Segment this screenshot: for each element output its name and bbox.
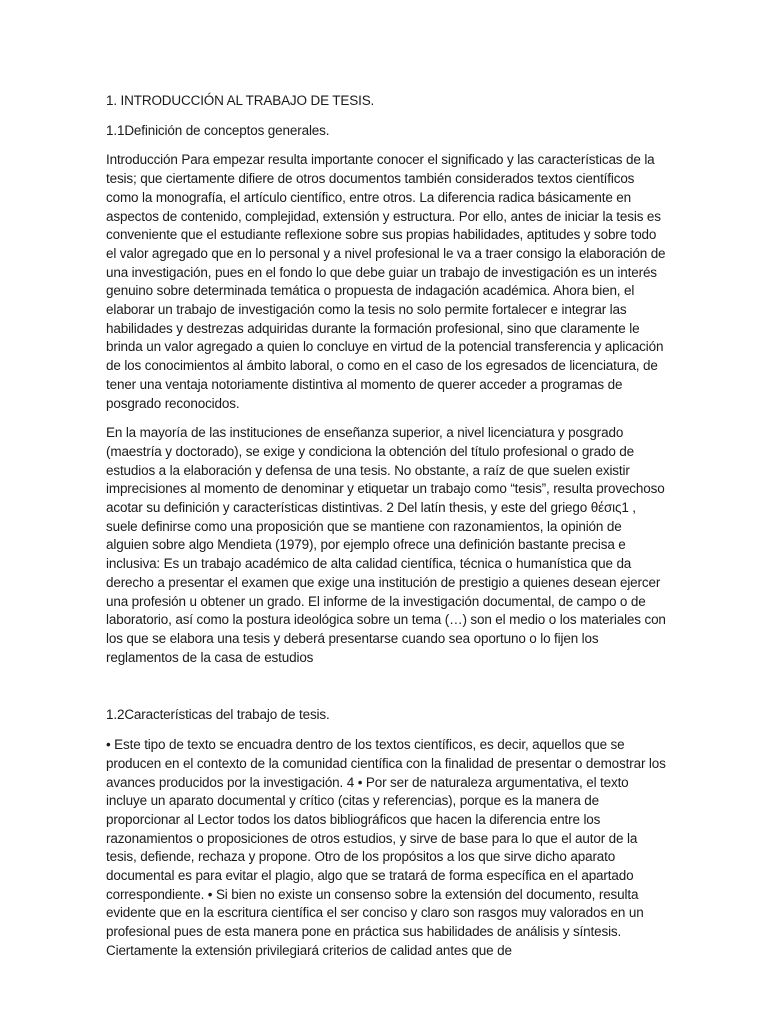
paragraph-introduccion: Introducción Para empezar resulta importante conocer el significado y las características de la tesis; que ciertamente difiere de otros documentos también considerados textos científicos como la monografía, el artículo científico, entre otros. La diferencia radica básicamente en aspectos de contenido, complejidad, extensión y estructura. Por ello, antes de iniciar la tesis es conveniente que el estudiante reflexione sobre sus propias habilidades, aptitudes y sobre todo el valor agregado que en lo personal y a nivel profesional le va a traer consigo la elaboración de una investigación, pues en el fondo lo que debe guiar un trabajo de investigación es un interés genuino sobre determinada temática o propuesta de indagación académica. Ahora bien, el elaborar un trabajo de investigación como la tesis no solo permite fortalecer e integrar las habilidades y destrezas adquiridas durante la formación profesional, sino que claramente le brinda un valor agregado a quien lo concluye en virtud de la potencial transferencia y aplicación de los conocimientos al ámbito laboral, o como en el caso de los egresados de licenciatura, de tener una ventaja notoriamente distintiva al momento de querer acceder a programas de posgrado reconocidos. <box>106 152 666 411</box>
section-heading-1-1: 1.1Definición de conceptos generales. <box>106 122 330 138</box>
section-spacer <box>106 678 666 706</box>
chapter-heading: 1. INTRODUCCIÓN AL TRABAJO DE TESIS. <box>106 93 375 108</box>
document-content <box>106 92 666 972</box>
section-heading-1-2: 1.2Características del trabajo de tesis. <box>106 707 330 723</box>
paragraph-definicion: En la mayoría de las instituciones de enseñanza superior, a nivel licenciatura y posgrado (maestría y doctorado), se exige y condiciona la obtención del título profesional o grado de estudios a la elaboración y defensa de una tesis. No obstante, a raíz de que suelen existir imprecisiones al momento de denominar y etiquetar un trabajo como “tesis”, resulta provechoso acotar su definición y características distintivas. 2 Del latín thesis, y este del griego θέσις1 , suele definirse como una proposición que se mantiene con razonamientos, la opinión de alguien sobre algo Mendieta (1979), por ejemplo ofrece una definición bastante precisa e inclusiva: Es un trabajo académico de alta calidad científica, técnica o humanística que da derecho a presentar el examen que exige una institución de prestigio a quienes desean ejercer una profesión u obtener un grado. El informe de la investigación documental, de campo o de laboratorio, así como la postura ideológica sobre un tema (…) son el medio o los materiales con los que se elabora una tesis y deberá presentarse cuando sea oportuno o lo fijen los reglamentos de la casa de estudios <box>106 425 666 665</box>
paragraph-caracteristicas: • Este tipo de texto se encuadra dentro de los textos científicos, es decir, aquellos que se producen en el contexto de la comunidad científica con la finalidad de presentar o demostrar los avances producidos por la investigación. 4 • Por ser de naturaleza argumentativa, el texto incluye un aparato documental y crítico (citas y referencias), porque es la manera de proporcionar al Lector todos los datos bibliográficos que hacen la diferencia entre los razonamientos o proposiciones de otros estudios, y sirve de base para lo que el autor de la tesis, defiende, rechaza y propone. Otro de los propósitos a los que sirve dicho aparato documental es para evitar el plagio, algo que se tratará de forma específica en el apartado correspondiente. • Si bien no existe un consenso sobre la extensión del documento, resulta evidente que en la escritura científica el ser conciso y claro son rasgos muy valorados en un profesional pues de esta manera pone en práctica sus habilidades de análisis y síntesis. Ciertamente la extensión privilegiará criterios de calidad antes que de <box>106 737 666 958</box>
